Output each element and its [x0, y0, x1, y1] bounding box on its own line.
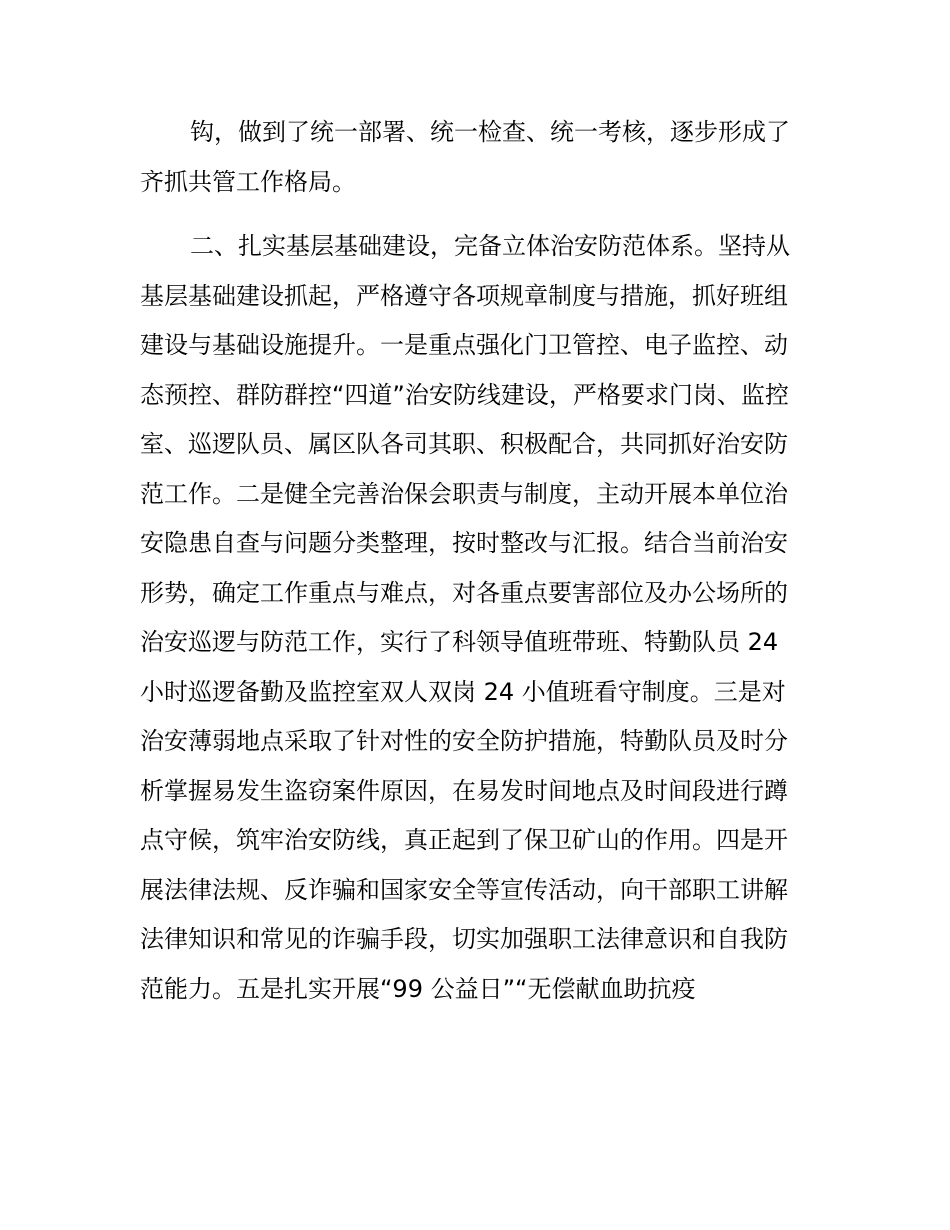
text-line: 室、巡逻队员、属区队各司其职、积极配合，共同抓好治安防	[140, 430, 788, 458]
text-line: 二、扎实基层基础建设，完备立体治安防范体系。坚持从	[190, 232, 790, 260]
text-line: 治安巡逻与防范工作，实行了科领导值班带班、特勤队员 24	[140, 628, 779, 656]
paragraph-1	[140, 108, 820, 207]
text-line: 范能力。五是扎实开展“99 公益日”“无偿献血助抗疫	[140, 974, 696, 1003]
text-line: 析掌握易发生盗窃案件原因，在易发时间地点及时间段进行蹲	[140, 776, 788, 805]
text-line: 点守候，筑牢治安防线，真正起到了保卫矿山的作用。四是开	[140, 826, 788, 854]
text-line: 法律知识和常见的诈骗手段，切实加强职工法律意识和自我防	[140, 925, 788, 953]
text-line: 建设与基础设施提升。一是重点强化门卫管控、电子监控、动	[140, 331, 788, 359]
text-line: 展法律法规、反诈骗和国家安全等宣传活动，向干部职工讲解	[140, 875, 788, 904]
text-line: 态预控、群防群控“四道”治安防线建设，严格要求门岗、监控	[140, 380, 789, 409]
text-line: 形势，确定工作重点与难点，对各重点要害部位及办公场所的	[140, 578, 788, 607]
document-body	[140, 108, 820, 1014]
text-line: 小时巡逻备勤及监控室双人双岗 24 小值班看守制度。三是对	[140, 677, 786, 706]
text-line: 钩，做到了统一部署、统一检查、统一考核，逐步形成了	[190, 118, 790, 146]
text-line: 安隐患自查与问题分类整理，按时整改与汇报。结合当前治安	[140, 529, 788, 557]
paragraph-2	[140, 222, 820, 1014]
paragraph-spacing	[140, 207, 820, 222]
text-line: 齐抓共管工作格局。	[140, 167, 356, 196]
text-line: 基层基础建设抓起，严格遵守各项规章制度与措施，抓好班组	[140, 281, 788, 310]
text-line: 范工作。二是健全完善治保会职责与制度，主动开展本单位治	[140, 479, 788, 508]
text-line: 治安薄弱地点采取了针对性的安全防护措施，特勤队员及时分	[140, 727, 788, 755]
